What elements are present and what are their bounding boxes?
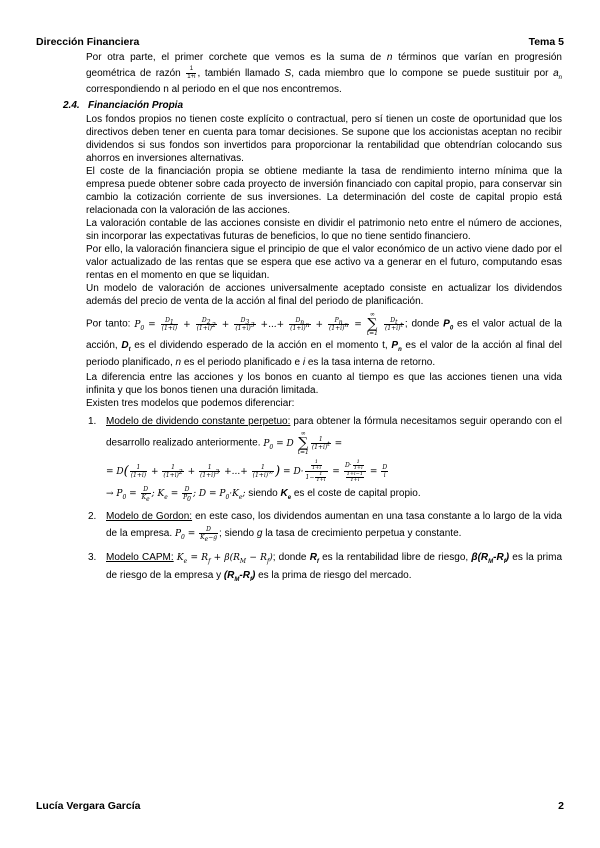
header-subject: Dirección Financiera: [36, 36, 140, 48]
document-body: [63, 50, 563, 584]
paragraph: Un modelo de valoración de acciones universalmente aceptado consiste en actualizar los dividendos además del precio de venta de la acción al final del periodo de planificación.: [86, 283, 562, 308]
paragraph: La valoración contable de las acciones consiste en dividir el patrimonio neto entre el número de acciones, sin incorporar las expectativas futuras de beneficios, lo que no tiene sentido financiero.: [86, 218, 562, 243]
model-item-capm: 3. Modelo CAPM: $K_e = R_f + \beta(R_M - R_f)$; donde $R_f$ es la rentabilidad libre de riesgo, $\beta(R_M-R_f)$ es la prima de riesgo de la empresa y $(R_M-R_f)$ es la prima de riesgo del mercado.: [88, 552, 563, 584]
paragraph: Existen tres modelos que podemos diferenciar:: [86, 398, 295, 410]
header-topic: Tema 5: [528, 36, 564, 48]
footer-author: Lucía Vergara García: [36, 800, 141, 812]
paragraph: La diferencia entre las acciones y los bonos en cuanto al tiempo es que las acciones tienen una vida infinita y que los bonos tienen una duración limitada.: [86, 372, 562, 397]
model-item-constant-dividend: 1. Modelo de dividendo constante perpetuo: para obtener la fórmula necesitamos seguir operando con el desarrollo realizado anteriormente. $P_0 = D$ ∞ ∑ t=1 $\frac{1}{(1+i)^t}$ = = D( $\frac{1}{(1+i)}$ + $\frac{1}{(1+i)^2}$ + $\frac{1}{(1+i)^3}$ +...+ $\frac{1}{(1+i)^\infty}$ ) = D· $\frac{1}{1+i}$ 1− $\frac{1}{1+i}$ = D· $\frac{1}{1+i}$ $\frac{1+i-1}{1+i}$ = $\frac{D}{i}$ → $P_0$ = $\frac{D}{K_e}$ ; $K_e$ = $\frac{D}{P_0}$ ; $D = P_0\cdot K_e$; siendo $K_e$ es el coste de capital propio.: [88, 416, 563, 504]
paragraph: Los fondos propios no tienen coste explícito o contractual, pero sí tienen un coste de oportunidad que los directivos deben tener en cuenta para tomar decisiones. Se supone que los accionistas aceptan no recibir dividendos si sus fondos son invertidos para proporcionar la rentabilidad que obtendrían colocando sus ahorros en inversiones alternativas.: [86, 114, 562, 165]
expansion-formula: = D( $\frac{1}{(1+i)}$ + $\frac{1}{(1+i)^2}$ + $\frac{1}{(1+i)^3}$ +...+ $\frac{1}{(1+i)^\infty}$ ) = D· $\frac{1}{1+i}$ 1− $\frac{1}{1+i}$ = D· $\frac{1}{1+i}$ $\frac{1+i-1}{1+i}$ = $\frac{D}{i}$: [106, 459, 388, 484]
page-number: 2: [558, 800, 564, 812]
models-list: [86, 413, 562, 584]
model-item-gordon: 2. Modelo de Gordon: en este caso, los dividendos aumentan en una tasa constante a lo largo de la vida de la empresa. $P_0$ = $\frac{D}{K_e-g}$ ; siendo g la tasa de crecimiento perpetua y constante.: [88, 511, 562, 544]
paragraph: El coste de la financiación propia se obtiene mediante la tasa de rendimiento interno mínima que la empresa puede obtener sobre cada proyecto de inversión financiado con capital propio, para conservar sin cambio la cotización corriente de sus inversiones. La determinación del coste de capital propio está relacionada con la valoración de las acciones.: [86, 166, 562, 217]
ratio-fraction: $\frac{1}{1+i}$: [187, 66, 196, 80]
intro-paragraph: Por otra parte, el primer corchete que vemos es la suma de n términos que varían en progresión geométrica de razón $\frac{1}{1+i}$ , también llamado S, cada miembro que lo compone se puede sustituir por $a_n$ correspondiendo n al periodo en el que nos encontremos.: [86, 52, 562, 96]
section-heading: 2.4. Financiación Propia: [63, 100, 184, 112]
paragraph: Por ello, la valoración financiera sigue el principio de que el valor económico de un activo viene dado por el valor actualizado de las rentas que se espera que ese activo va a generar en el futuro, computando esas rentas en el momento en que se liquidan.: [86, 244, 562, 282]
valuation-formula: $P_0$ = $\frac{D_1}{(1+i)}$ + $\frac{D_2}{(1+i)^2}$ + $\frac{D_3}{(1+i)^3}$ +...+ $\frac{D_n}{(1+i)^n}$ + $\frac{P_n}{(1+i)^n}$ = ∞ ∑ t=1 $\frac{D_t}{(1+i)^t}$: [134, 311, 403, 338]
result-formula: → $P_0$ = $\frac{D}{K_e}$ ; $K_e$ = $\frac{D}{P_0}$ ; $D = P_0\cdot K_e$; siendo $K_e$ es el coste de capital propio.: [106, 486, 421, 504]
valuation-formula-paragraph: Por tanto: $P_0$ = $\frac{D_1}{(1+i)}$ + $\frac{D_2}{(1+i)^2}$ + $\frac{D_3}{(1+i)^3}$ +...+ $\frac{D_n}{(1+i)^n}$ + $\frac{P_n}{(1+i)^n}$ = ∞ ∑ t=1 $\frac{D_t}{(1+i)^t}$ ; donde $P_0$ es el valor actual de la acción, $D_t$ es el dividendo esperado de la acción en el momento t, $P_n$ es el valor de la acción al final del periodo planificado, n es el periodo planificado e i es la tasa interna de retorno.: [86, 311, 563, 369]
